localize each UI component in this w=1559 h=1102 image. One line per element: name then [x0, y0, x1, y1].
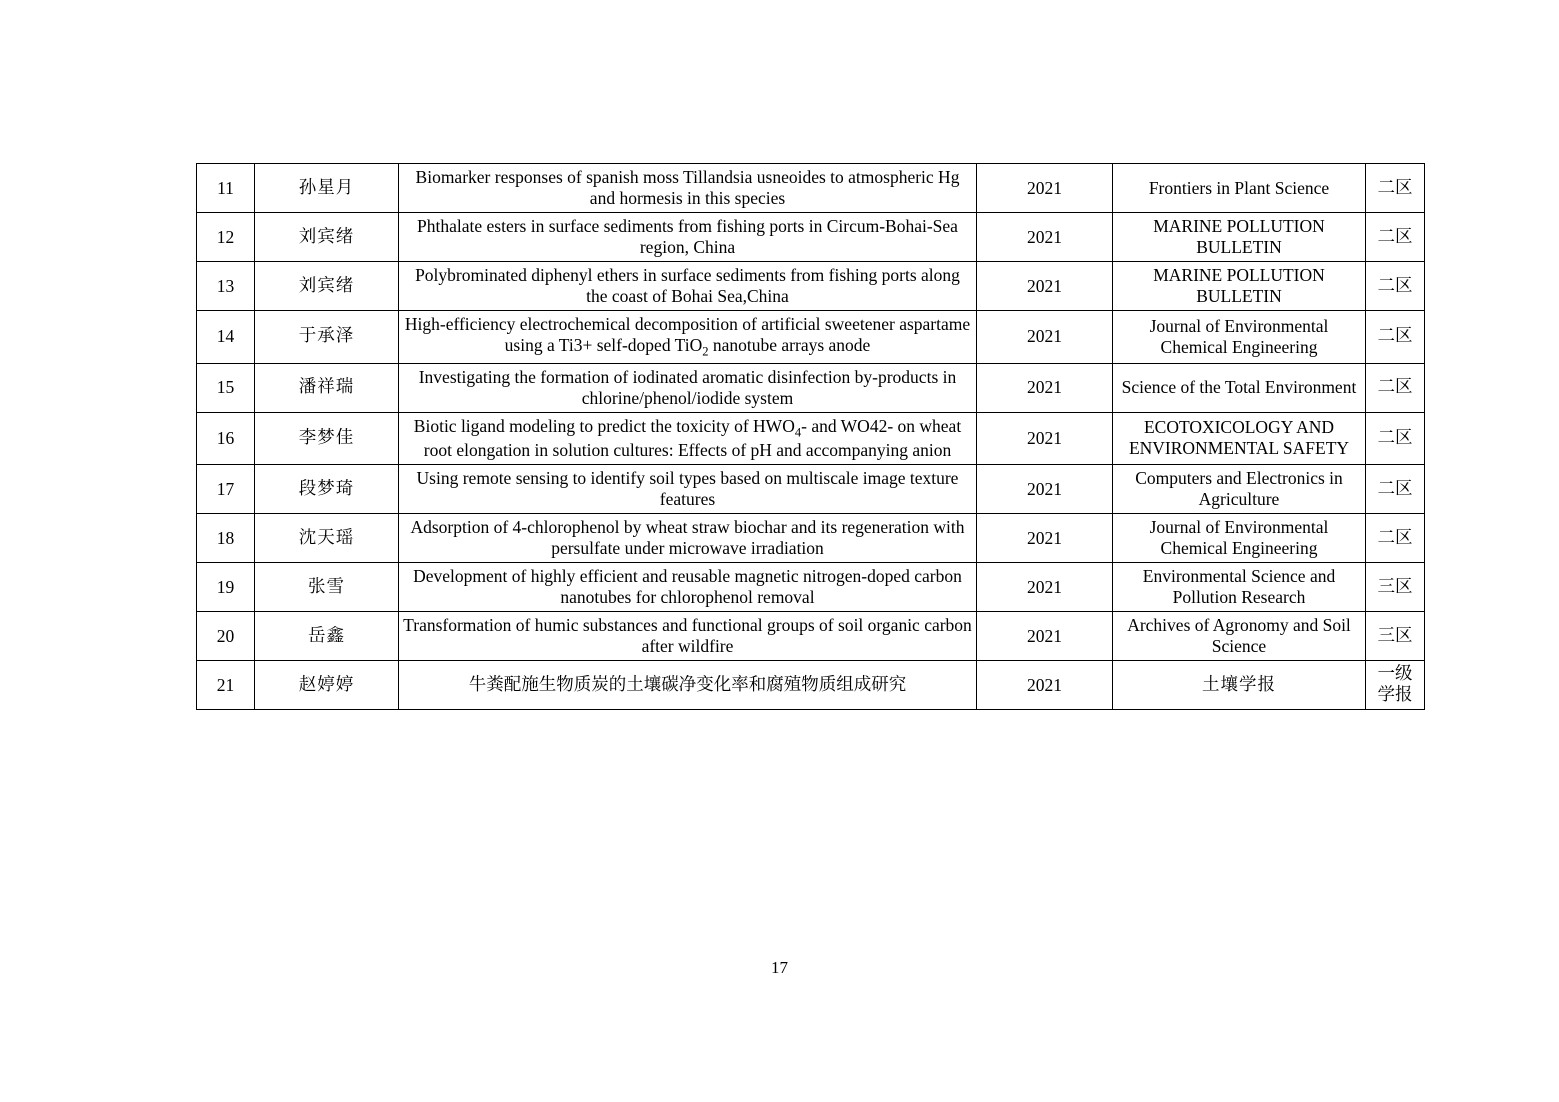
table-row [197, 465, 1425, 514]
row-journal: ECOTOXICOLOGY AND ENVIRONMENTAL SAFETY [1113, 412, 1366, 465]
row-author: 张雪 [255, 563, 399, 612]
row-year: 2021 [977, 514, 1113, 563]
table-row [197, 262, 1425, 311]
row-rank: 二区 [1366, 164, 1425, 213]
row-index: 17 [197, 465, 255, 514]
table-row [197, 164, 1425, 213]
row-year: 2021 [977, 164, 1113, 213]
row-journal: Environmental Science and Pollution Research [1113, 563, 1366, 612]
row-year: 2021 [977, 262, 1113, 311]
row-journal: MARINE POLLUTION BULLETIN [1113, 213, 1366, 262]
row-author: 孙星月 [255, 164, 399, 213]
row-rank: 三区 [1366, 563, 1425, 612]
row-title: Using remote sensing to identify soil types based on multiscale image texture features [399, 465, 977, 514]
row-title: High-efficiency electrochemical decomposition of artificial sweetener aspartame using a Ti3+ self-doped TiO$_2$ nanotube arrays anode [399, 311, 977, 364]
row-journal: MARINE POLLUTION BULLETIN [1113, 262, 1366, 311]
row-title: 牛粪配施生物质炭的土壤碳净变化率和腐殖物质组成研究 [399, 661, 977, 710]
row-index: 12 [197, 213, 255, 262]
row-author: 于承泽 [255, 311, 399, 364]
row-author: 段梦琦 [255, 465, 399, 514]
row-author: 刘宾绪 [255, 262, 399, 311]
table-row [197, 213, 1425, 262]
row-journal: Journal of Environmental Chemical Engineering [1113, 514, 1366, 563]
row-index: 13 [197, 262, 255, 311]
row-author: 沈天瑶 [255, 514, 399, 563]
row-index: 21 [197, 661, 255, 710]
row-year: 2021 [977, 465, 1113, 514]
row-index: 16 [197, 412, 255, 465]
row-index: 19 [197, 563, 255, 612]
row-index: 18 [197, 514, 255, 563]
row-year: 2021 [977, 363, 1113, 412]
row-year: 2021 [977, 311, 1113, 364]
row-author: 赵婷婷 [255, 661, 399, 710]
row-index: 20 [197, 612, 255, 661]
row-journal: Archives of Agronomy and Soil Science [1113, 612, 1366, 661]
row-year: 2021 [977, 661, 1113, 710]
row-rank: 二区 [1366, 262, 1425, 311]
table-row [197, 563, 1425, 612]
row-rank: 一级学报 [1366, 661, 1425, 710]
row-year: 2021 [977, 563, 1113, 612]
row-journal: Science of the Total Environment [1113, 363, 1366, 412]
table-row [197, 363, 1425, 412]
table-row [197, 311, 1425, 364]
table-row [197, 612, 1425, 661]
row-rank: 二区 [1366, 514, 1425, 563]
row-title: Development of highly efficient and reusable magnetic nitrogen-doped carbon nanotubes for chlorophenol removal [399, 563, 977, 612]
row-rank: 二区 [1366, 213, 1425, 262]
table-row [197, 412, 1425, 465]
row-author: 岳鑫 [255, 612, 399, 661]
row-author: 李梦佳 [255, 412, 399, 465]
table-row [197, 661, 1425, 710]
row-year: 2021 [977, 412, 1113, 465]
row-rank: 三区 [1366, 612, 1425, 661]
row-title: Adsorption of 4-chlorophenol by wheat straw biochar and its regeneration with persulfate under microwave irradiation [399, 514, 977, 563]
row-rank: 二区 [1366, 412, 1425, 465]
row-title: Phthalate esters in surface sediments from fishing ports in Circum-Bohai-Sea region, China [399, 213, 977, 262]
row-rank: 二区 [1366, 311, 1425, 364]
row-title: Investigating the formation of iodinated aromatic disinfection by-products in chlorine/phenol/iodide system [399, 363, 977, 412]
table-row [197, 514, 1425, 563]
row-title: Polybrominated diphenyl ethers in surface sediments from fishing ports along the coast of Bohai Sea,China [399, 262, 977, 311]
row-title: Transformation of humic substances and functional groups of soil organic carbon after wildfire [399, 612, 977, 661]
row-rank: 二区 [1366, 363, 1425, 412]
row-year: 2021 [977, 612, 1113, 661]
row-journal: Journal of Environmental Chemical Engineering [1113, 311, 1366, 364]
page-number: 17 [771, 958, 788, 977]
row-journal: Frontiers in Plant Science [1113, 164, 1366, 213]
row-rank: 二区 [1366, 465, 1425, 514]
row-title: Biotic ligand modeling to predict the toxicity of $HWO_4-$ and WO42- on wheat root elongation in solution cultures: Effects of pH and accompanying anion [399, 412, 977, 465]
row-author: 潘祥瑞 [255, 363, 399, 412]
row-journal: Computers and Electronics in Agriculture [1113, 465, 1366, 514]
row-year: 2021 [977, 213, 1113, 262]
publications-table [196, 163, 1425, 710]
row-journal: 土壤学报 [1113, 661, 1366, 710]
row-author: 刘宾绪 [255, 213, 399, 262]
row-title: Biomarker responses of spanish moss Tillandsia usneoides to atmospheric Hg and hormesis in this species [399, 164, 977, 213]
row-index: 14 [197, 311, 255, 364]
row-index: 15 [197, 363, 255, 412]
row-index: 11 [197, 164, 255, 213]
